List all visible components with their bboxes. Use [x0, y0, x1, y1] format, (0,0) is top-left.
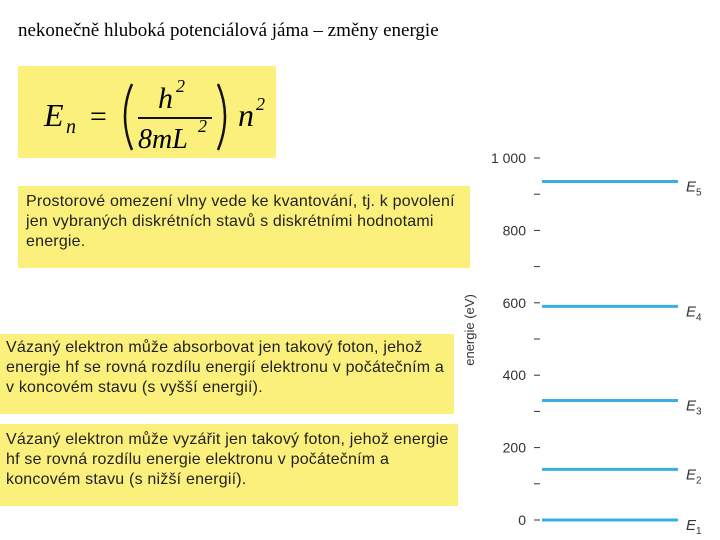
energy-level-label: E — [686, 303, 697, 321]
y-tick-label: 1 000 — [490, 150, 526, 166]
energy-level-sub: 4 — [696, 312, 702, 324]
y-tick-label: 200 — [502, 439, 526, 456]
absorption-note: Vázaný elektron může absorbovat jen takový foton, jehož energie hf se rovná rozdílu energií elektronu v počátečním a v koncovém stavu (s vyšší energií). — [0, 334, 454, 414]
energy-level-sub: 5 — [696, 187, 702, 199]
energy-level-label: E — [686, 397, 697, 415]
energy-level-label: E — [686, 178, 697, 196]
energy-level-sub: 1 — [696, 526, 702, 537]
formula-num-exp: 2 — [176, 76, 185, 96]
formula-factor: n — [238, 97, 254, 133]
formula-eq: = — [88, 100, 109, 133]
quantization-note: Prostorové omezení vlny vede ke kvantování, tj. k povolení jen vybraných diskrétních stavů s diskrétními hodnotami energie. — [18, 186, 470, 268]
formula-lhs: E — [44, 97, 64, 133]
left-paren — [125, 84, 132, 150]
formula-box — [18, 66, 276, 158]
y-tick-label: 600 — [502, 294, 526, 311]
page-title: nekonečně hluboká potenciálová jáma – změny energie — [18, 20, 439, 41]
y-tick-label: 800 — [502, 222, 526, 239]
formula-lhs-sub: n — [66, 116, 76, 138]
energy-level-label: E — [686, 466, 697, 484]
y-axis-label: energie (eV) — [462, 294, 477, 366]
y-tick-label: 400 — [502, 367, 526, 384]
y-tick-label: 0 — [518, 512, 526, 528]
formula-num: h — [158, 82, 173, 115]
formula-den: 8mL — [138, 124, 188, 155]
energy-level-sub: 2 — [696, 475, 702, 487]
emission-note: Vázaný elektron může vyzářit jen takový foton, jehož energie hf se rovná rozdílu energie elektronu v počátečním a koncovém stavu (s nižší energií). — [0, 424, 458, 506]
right-paren — [218, 84, 225, 150]
energy-formula — [40, 70, 290, 158]
formula-den-exp: 2 — [198, 116, 207, 136]
energy-level-chart — [440, 140, 720, 540]
formula-factor-exp: 2 — [256, 94, 265, 114]
energy-level-label: E — [686, 517, 697, 534]
energy-level-sub: 3 — [696, 406, 702, 418]
